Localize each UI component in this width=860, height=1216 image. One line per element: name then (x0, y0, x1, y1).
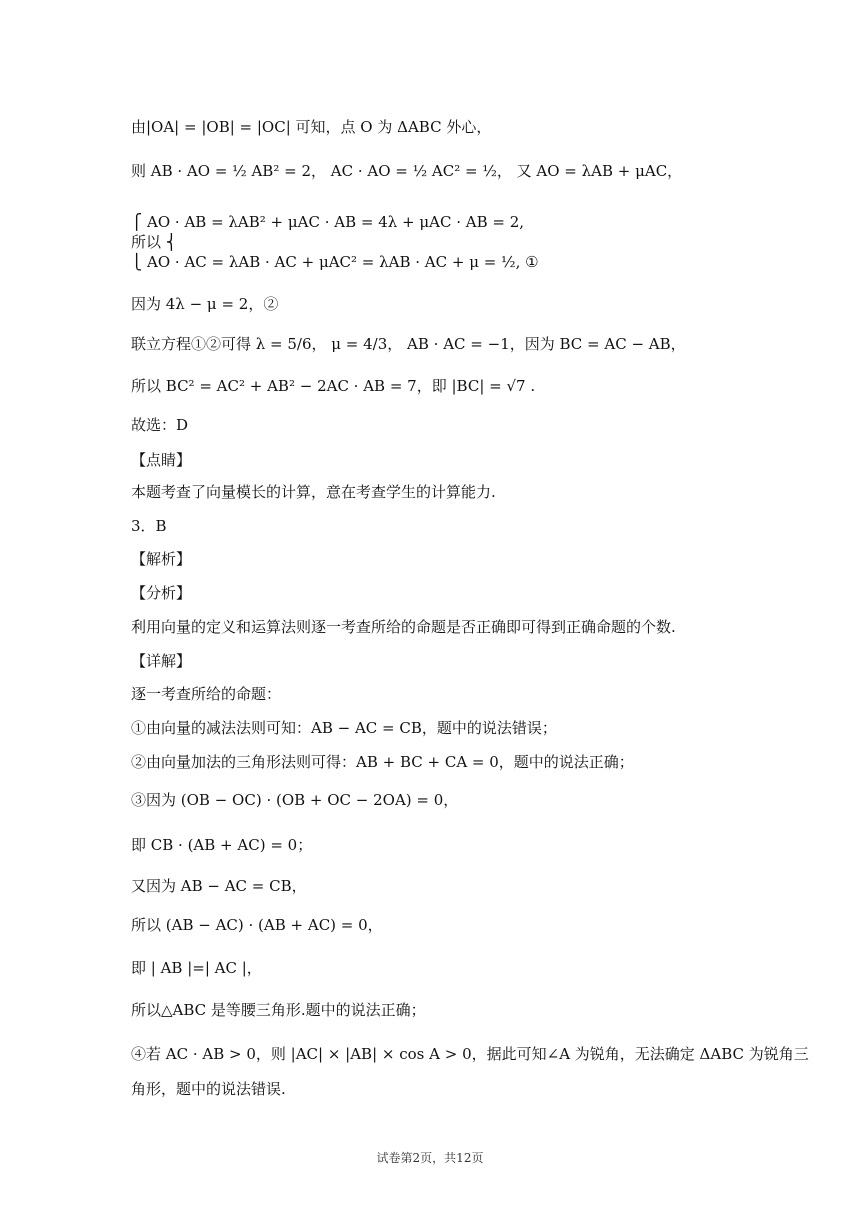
text-line-11: 本题考查了向量模长的计算，意在考查学生的计算能力. (131, 483, 496, 501)
text-line-1: 由|OA| = |OB| = |OC| 可知，点 O 为 ΔABC 外心， (131, 118, 492, 136)
text-line-9: 故选：D (131, 416, 189, 434)
text-line-22: 又因为 AB − AC = CB， (131, 877, 307, 895)
text-line-2: 则 AB · AO = ½ AB² = 2， AC · AO = ½ AC² = ½， 又 AO = λAB + μAC， (131, 162, 683, 180)
text-line-27: 角形，题中的说法错误. (131, 1080, 286, 1098)
text-line-16: 【详解】 (131, 652, 192, 670)
text-line-3: ⎧ AO · AB = λAB² + μAC · AB = 4λ + μAC · AB = 2, (131, 213, 525, 231)
text-line-26: ④若 AC · AB > 0，则 |AC| × |AB| × cos A > 0，据此可知∠A 为锐角，无法确定 ΔABC 为锐角三 (131, 1045, 809, 1063)
text-line-23: 所以 (AB − AC) · (AB + AC) = 0， (131, 916, 383, 934)
page-footer: 试卷第2页，共12页 (376, 1151, 484, 1165)
text-line-13: 【解析】 (131, 550, 192, 568)
text-line-10: 【点睛】 (131, 451, 192, 469)
text-line-5: ⎩ AO · AC = λAB · AC + μAC² = λAB · AC + μ = ½, ① (131, 253, 539, 271)
text-line-21: 即 CB · (AB + AC) = 0； (131, 836, 313, 854)
text-line-20: ③因为 (OB − OC) · (OB + OC − 2OA) = 0， (131, 791, 459, 809)
text-line-24: 即 | AB |=| AC |， (131, 959, 262, 977)
text-line-6: 因为 4λ − μ = 2，② (131, 295, 279, 313)
text-line-25: 所以△ABC 是等腰三角形.题中的说法正确； (131, 1001, 426, 1019)
text-line-15: 利用向量的定义和运算法则逐一考查所给的命题是否正确即可得到正确命题的个数. (131, 618, 676, 636)
text-line-17: 逐一考查所给的命题： (131, 685, 282, 703)
text-line-12: 3．B (131, 517, 167, 535)
text-line-8: 所以 BC² = AC² + AB² − 2AC · AB = 7，即 |BC| = √7 . (131, 377, 536, 395)
text-line-4: 所以 ⎨ (131, 233, 178, 251)
text-line-18: ①由向量的减法法则可知：AB − AC = CB，题中的说法错误； (131, 719, 557, 737)
text-line-19: ②由向量加法的三角形法则可得：AB + BC + CA = 0，题中的说法正确； (131, 753, 634, 771)
text-line-7: 联立方程①②可得 λ = 5/6， μ = 4/3， AB · AC = −1，因为 BC = AC − AB， (131, 335, 686, 353)
text-line-14: 【分析】 (131, 584, 192, 602)
